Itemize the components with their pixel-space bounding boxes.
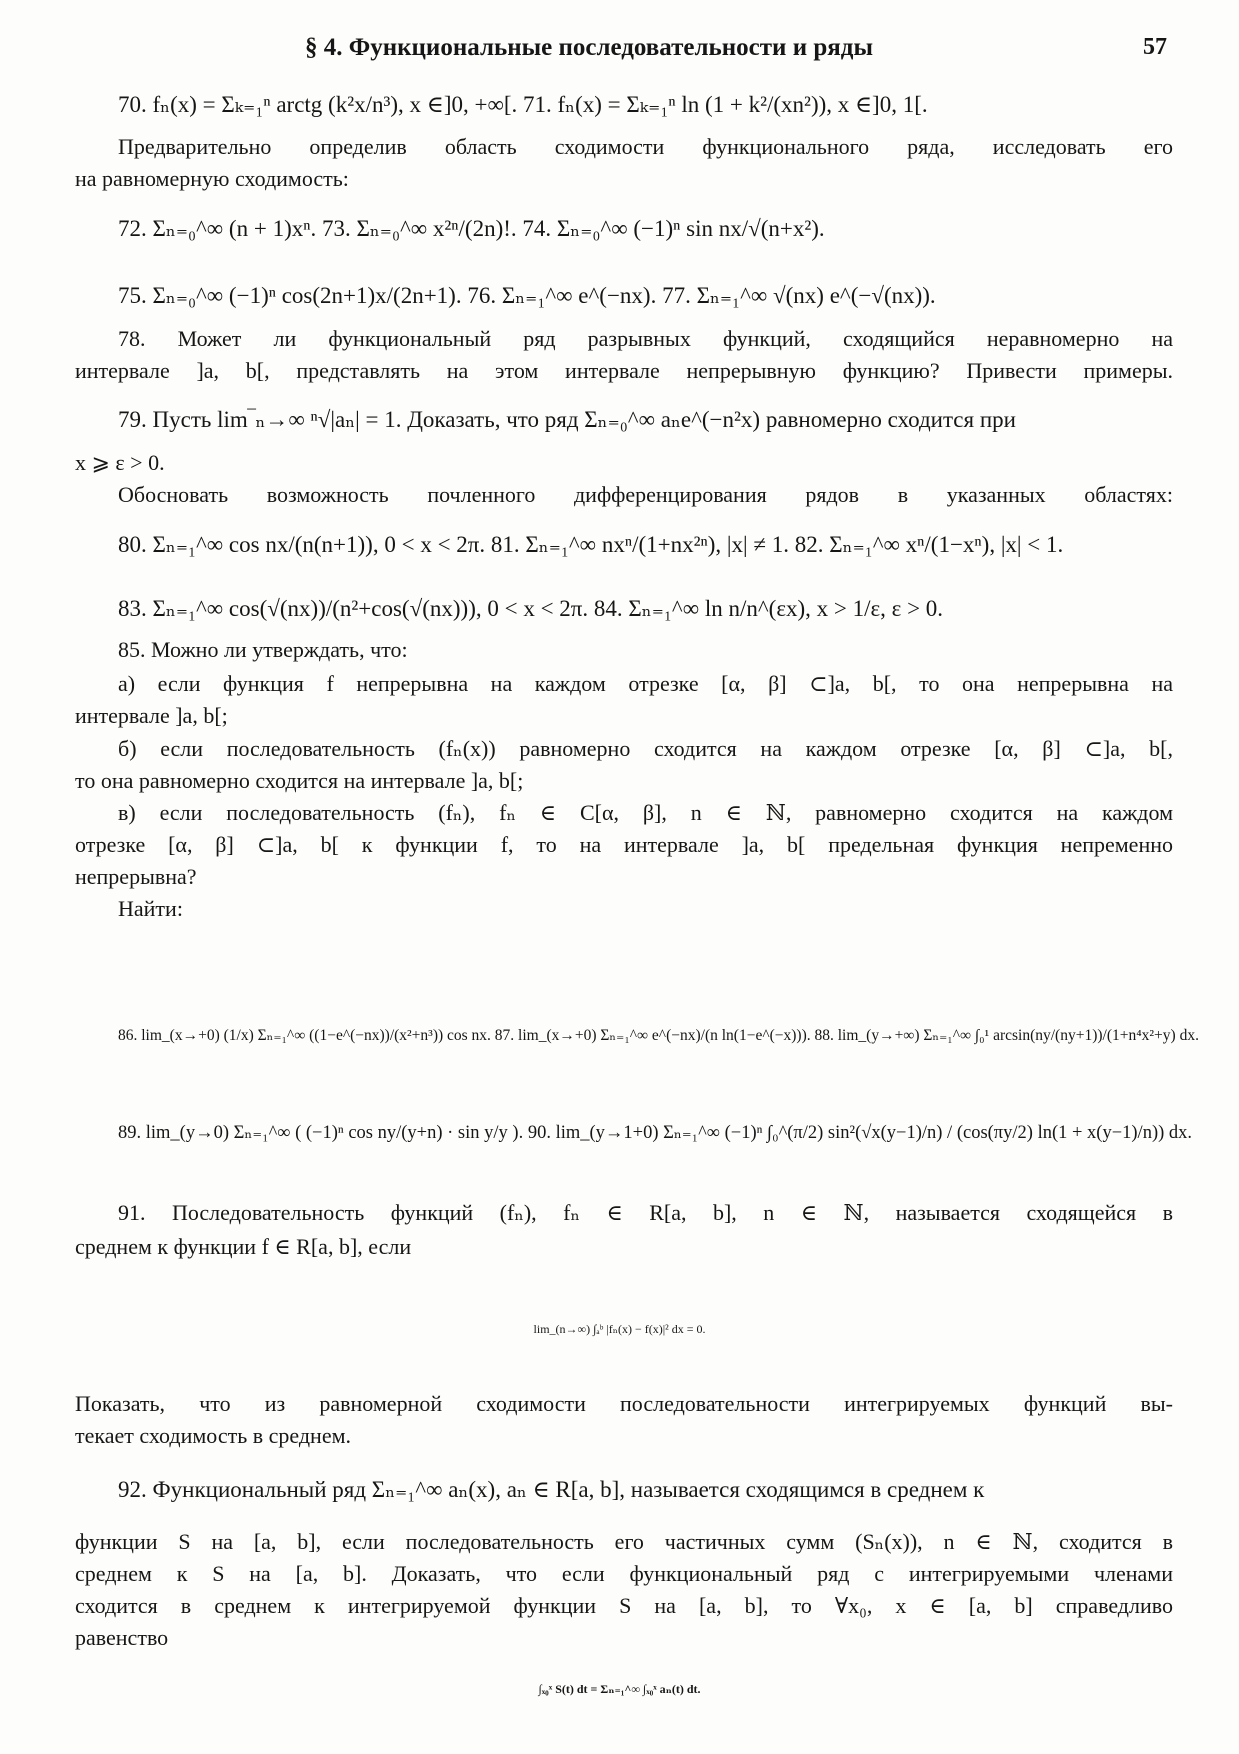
text-line: равенство	[75, 1625, 169, 1650]
display-equation: lim_(n→∞) ∫ₐᵇ |fₙ(x) − f(x)|² dx = 0.	[533, 1322, 706, 1336]
problems-83-84: 83. Σₙ₌₁^∞ cos(√(nx))/(n²+cos(√(nx))), 0 < x < 2π. 84. Σₙ₌₁^∞ ln n/n^(εx), x > 1/ε, ε > 0.	[118, 596, 944, 621]
display-equation: ∫ₓ₀ˣ S(t) dt = Σₙ₌₁^∞ ∫ₓ₀ˣ aₙ(t) dt.	[538, 1682, 701, 1696]
text-line: текает сходимость в среднем.	[75, 1423, 352, 1448]
text-line: непрерывна?	[75, 864, 197, 889]
text-line: то она равномерно сходится на интервале ]a, b[;	[75, 768, 524, 793]
section-title: § 4. Функциональные последовательности и ряды	[305, 34, 873, 61]
text-line: функции S на [a, b], если последовательность его частичных сумм (Sₙ(x)), n ∈ ℕ, сходится в	[75, 1529, 1173, 1554]
problems-75-77: 75. Σₙ₌₀^∞ (−1)ⁿ cos(2n+1)x/(2n+1). 76. Σₙ₌₁^∞ e^(−nx). 77. Σₙ₌₁^∞ √(nx) e^(−√(nx)).	[118, 283, 936, 308]
text-line: а) если функция f непрерывна на каждом отрезке [α, β] ⊂]a, b[, то она непрерывна на	[118, 671, 1173, 696]
text-line: Предварительно определив область сходимости функционального ряда, исследовать его	[118, 134, 1173, 159]
text-line: Показать, что из равномерной сходимости последовательности интегрируемых функций вы-	[75, 1391, 1173, 1416]
problems-72-74: 72. Σₙ₌₀^∞ (n + 1)xⁿ. 73. Σₙ₌₀^∞ x²ⁿ/(2n)!. 74. Σₙ₌₀^∞ (−1)ⁿ sin nx/√(n+x²).	[118, 216, 825, 241]
text-line: отрезке [α, β] ⊂]a, b[ к функции f, то на интервале ]a, b[ предельная функция непременно	[75, 832, 1173, 857]
text-line: в) если последовательность (fₙ), fₙ ∈ C[α, β], n ∈ ℕ, равномерно сходится на каждом	[118, 800, 1173, 825]
running-header	[0, 34, 1239, 68]
problem-70-71: 70. fₙ(x) = Σₖ₌₁ⁿ arctg (k²x/n³), x ∈]0, +∞[. 71. fₙ(x) = Σₖ₌₁ⁿ ln (1 + k²/(xn²)), x ∈]0, 1[.	[118, 92, 928, 117]
problem-79: 79. Пусть lim‾ₙ→∞ ⁿ√|aₙ| = 1. Доказать, что ряд Σₙ₌₀^∞ aₙe^(−n²x) равномерно сходится при	[118, 407, 1016, 432]
text-line: б) если последовательность (fₙ(x)) равномерно сходится на каждом отрезке [α, β] ⊂]a, b[,	[118, 736, 1173, 761]
problem-91: 91. Последовательность функций (fₙ), fₙ ∈ R[a, b], n ∈ ℕ, называется сходящейся в	[118, 1200, 1173, 1225]
page-number: 57	[1143, 34, 1167, 60]
text-line: x ⩾ ε > 0.	[75, 450, 165, 475]
problem-85: 85. Можно ли утверждать, что:	[118, 637, 408, 662]
text-line: интервале ]a, b[;	[75, 703, 228, 728]
text-line: среднем к функции f ∈ R[a, b], если	[75, 1234, 412, 1259]
text-line: среднем к S на [a, b]. Доказать, что если функциональный ряд с интегрируемыми членами	[75, 1561, 1173, 1586]
text-line: интервале ]a, b[, представлять на этом интервале непрерывную функцию? Привести примеры.	[75, 358, 1173, 383]
problems-86-88: 86. lim_(x→+0) (1/x) Σₙ₌₁^∞ ((1−e^(−nx))/(x²+n³)) cos nx. 87. lim_(x→+0) Σₙ₌₁^∞ e^(−nx)/(n ln(1−e^(−x))). 88. lim_(y→+∞) Σₙ₌₁^∞ ∫₀¹ arcsin(ny/(ny+1))/(1+n⁴x²+y) dx.	[118, 1027, 1199, 1044]
problem-92: 92. Функциональный ряд Σₙ₌₁^∞ aₙ(x), aₙ ∈ R[a, b], называется сходящимся в среднем к	[118, 1477, 985, 1502]
problem-78: 78. Может ли функциональный ряд разрывных функций, сходящийся неравномерно на	[118, 326, 1173, 351]
text-line: сходится в среднем к интегрируемой функции S на [a, b], то ∀x₀, x ∈ [a, b] справедливо	[75, 1593, 1173, 1618]
text-line: Найти:	[118, 896, 183, 921]
problems-80-82: 80. Σₙ₌₁^∞ cos nx/(n(n+1)), 0 < x < 2π. 81. Σₙ₌₁^∞ nxⁿ/(1+nx²ⁿ), |x| ≠ 1. 82. Σₙ₌₁^∞ xⁿ/(1−xⁿ), |x| < 1.	[118, 532, 1064, 557]
text-line: Обосновать возможность почленного дифференцирования рядов в указанных областях:	[118, 482, 1173, 507]
problems-89-90: 89. lim_(y→0) Σₙ₌₁^∞ ( (−1)ⁿ cos ny/(y+n) · sin y/y ). 90. lim_(y→1+0) Σₙ₌₁^∞ (−1)ⁿ ∫₀^(π/2) sin²(√x(y−1)/n) / (cos(πy/2) ln(1 + x(y−1)/n)) dx.	[118, 1123, 1193, 1143]
text-line: на равномерную сходимость:	[75, 166, 349, 191]
